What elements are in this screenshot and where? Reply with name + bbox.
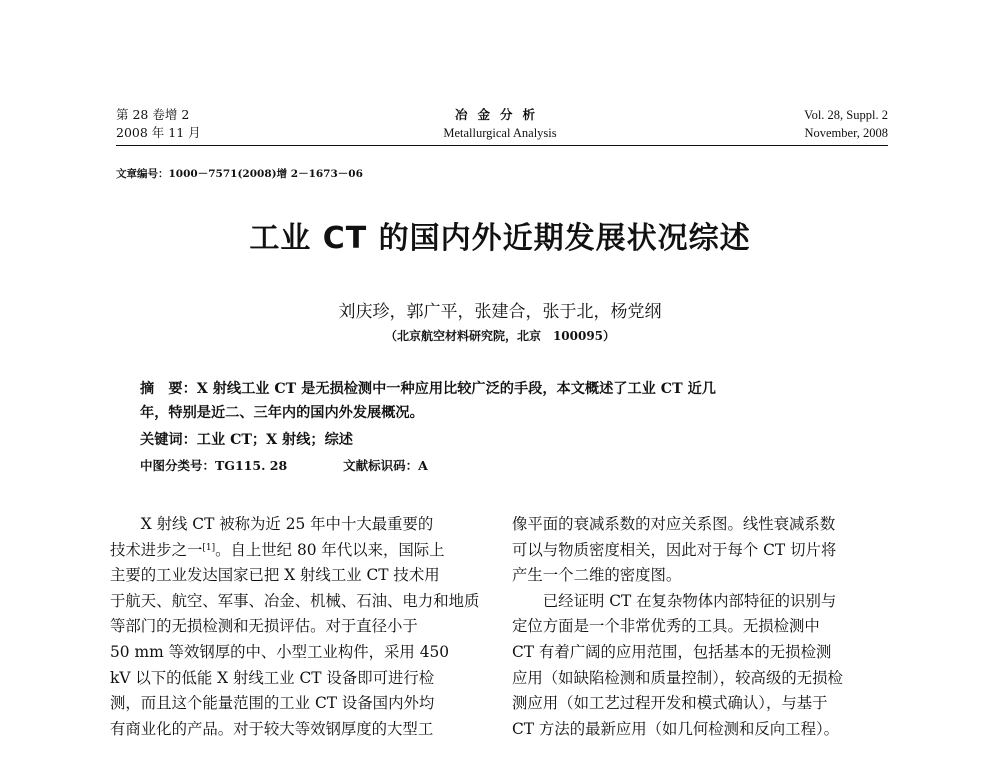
journal-name <box>380 106 620 142</box>
body-line: 测，而且这个能量范围的工业 CT 设备国内外均 <box>110 694 435 713</box>
header-divider <box>116 145 888 146</box>
journal-name-en: Metallurgical Analysis <box>443 126 557 140</box>
journal-name-cn: 冶金分析 <box>454 107 545 122</box>
affiliation: （北京航空材料研究院，北京 100095） <box>384 329 616 343</box>
body-line: CT 方法的最新应用（如几何检测和反向工程）。 <box>512 719 840 738</box>
authors: 刘庆珍，郭广平，张建合，张于北，杨党纲 <box>338 302 662 322</box>
body-line-with-citation <box>110 538 488 564</box>
article-id: 文章编号：1000－7571(2008)增 2－1673－06 <box>116 168 363 180</box>
body-line: 等部门的无损检测和无损评估。对于直径小于 <box>110 617 418 636</box>
body-line: 主要的工业发达国家已把 X 射线工业 CT 技术用 <box>110 566 440 585</box>
body-line: 已经证明 CT 在复杂物体内部特征的识别与 <box>512 591 837 610</box>
paper-title: 工业 CT 的国内外近期发展状况综述 <box>249 221 751 256</box>
journal-issue-right <box>804 106 888 142</box>
body-line: CT 有着广阔的应用范围，包括基本的无损检测 <box>512 642 832 661</box>
document-code: 文献标识码：A <box>343 458 428 473</box>
volume-cn: 第 28 卷增 2 <box>116 107 190 122</box>
classification <box>140 456 428 474</box>
keywords: 关键词：工业 CT；X 射线；综述 <box>140 432 353 448</box>
body-line: kV 以下的低能 X 射线工业 CT 设备即可进行检 <box>110 668 435 687</box>
volume-en: Vol. 28, Suppl. 2 <box>804 108 888 122</box>
body-line: 产生一个二维的密度图。 <box>512 566 682 585</box>
body-line: 应用（如缺陷检测和质量控制），较高级的无损检 <box>512 668 843 687</box>
date-en: November, 2008 <box>804 126 888 140</box>
body-line: 测应用（如工艺过程开发和模式确认），与基于 <box>512 694 828 713</box>
date-cn: 2008 年 11 月 <box>116 125 201 140</box>
clc-number: 中图分类号：TG115. 28 <box>140 458 288 473</box>
body-line-text: 技术进步之一 <box>110 540 203 559</box>
abstract-line-2: 年，特别是近二、三年内的国内外发展概况。 <box>140 405 424 421</box>
body-line: 50 mm 等效钢厚的中、小型工业构件，采用 450 <box>110 642 450 661</box>
body-line: 像平面的衰减系数的对应关系图。线性衰减系数 <box>512 515 836 533</box>
citation-ref[interactable]: [1] <box>202 542 216 553</box>
body-line: 有商业化的产品。对于较大等效钢厚度的大型工 <box>110 719 434 738</box>
body-column-left <box>110 512 488 742</box>
body-column-right <box>512 512 890 742</box>
abstract-line-1: 摘 要：X 射线工业 CT 是无损检测中一种应用比较广泛的手段，本文概述了工业 CT 近几 <box>140 381 716 397</box>
body-line: X 射线 CT 被称为近 25 年中十大最重要的 <box>110 515 434 533</box>
body-line: 定位方面是一个非常优秀的工具。无损检测中 <box>512 617 820 636</box>
journal-issue-left <box>116 106 201 142</box>
body-line-text: 。自上世纪 80 年代以来，国际上 <box>215 540 445 559</box>
body-line: 于航天、航空、军事、冶金、机械、石油、电力和地质 <box>110 591 480 610</box>
body-line: 可以与物质密度相关，因此对于每个 CT 切片将 <box>512 540 837 559</box>
